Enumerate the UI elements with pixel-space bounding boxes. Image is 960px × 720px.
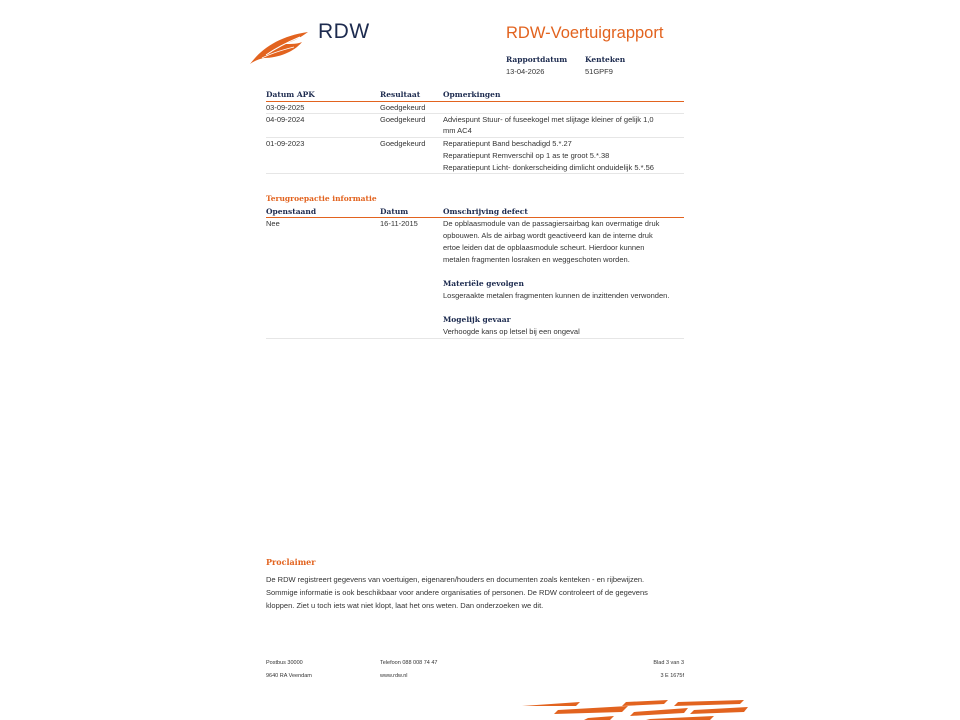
apk-header-result: Resultaat — [380, 90, 421, 99]
recall-header-open: Openstaand — [266, 207, 317, 216]
recall-description-line-3: ertoe leiden dat de opblaasmodule scheurt. Hierdoor kunnen — [443, 243, 645, 252]
apk-row-2-remark-line-1: Adviespunt Stuur- of fuseekogel met slijtage kleiner of gelijk 1,0 — [443, 115, 654, 124]
danger-text: Verhoogde kans op letsel bij een ongeval — [443, 327, 580, 336]
report-date-value: 13-04-2026 — [506, 67, 545, 76]
danger-heading: Mogelijk gevaar — [443, 315, 511, 324]
apk-row-1-result: Goedgekeurd — [380, 103, 426, 112]
recall-description-line-1: De opblaasmodule van de passagiersairbag kan overmatige druk — [443, 219, 660, 228]
apk-row-2-remark-line-2: mm AC4 — [443, 126, 472, 135]
footer-page-number: Blad 3 van 3 — [653, 660, 684, 666]
apk-row-3-date: 01-09-2023 — [266, 139, 305, 148]
apk-row-3-remark-line-1: Reparatiepunt Band beschadigd 5.*.27 — [443, 139, 572, 148]
rdw-logo-icon — [248, 28, 310, 66]
proclaimer-line-1: De RDW registreert gegevens van voertuigen, eigenaren/houders en documenten zoals kenteken - en rijbewijzen. — [266, 575, 645, 584]
recall-description-line-2: opbouwen. Als de airbag wordt geactiveerd kan de interne druk — [443, 231, 653, 240]
recall-description-line-4: metalen fragmenten losraken en weggeschoten worden. — [443, 255, 630, 264]
proclaimer-heading: Proclaimer — [266, 557, 316, 567]
proclaimer-line-3: kloppen. Ziet u toch iets wat niet klopt, laat het ons weten. Dan onderzoeken we dit. — [266, 601, 544, 610]
apk-row-1-date: 03-09-2025 — [266, 103, 305, 112]
brand-name: RDW — [318, 20, 370, 43]
apk-row-3-remark-line-2: Reparatiepunt Remverschil op 1 as te groot 5.*.38 — [443, 151, 610, 160]
row-divider — [266, 173, 684, 174]
footer-phone: Telefoon 088 008 74 47 — [380, 660, 438, 666]
orange-stripes-icon — [518, 698, 748, 720]
report-title: RDW-Voertuigrapport — [506, 24, 664, 42]
footer-website[interactable]: www.rdw.nl — [380, 673, 408, 679]
report-date-label: Rapportdatum — [506, 55, 568, 64]
recall-header-description: Omschrijving defect — [443, 207, 528, 216]
apk-header-rule — [266, 101, 684, 102]
recall-date-value: 16-11-2015 — [380, 219, 418, 228]
consequences-text: Losgeraakte metalen fragmenten kunnen de inzittenden verwonden. — [443, 291, 670, 300]
apk-header-date: Datum APK — [266, 90, 315, 99]
plate-label: Kenteken — [585, 55, 626, 64]
apk-row-3-result: Goedgekeurd — [380, 139, 426, 148]
recall-header-date: Datum — [380, 207, 409, 216]
consequences-heading: Materiële gevolgen — [443, 279, 524, 288]
footer-address-1: Postbus 30000 — [266, 660, 303, 666]
apk-row-2-result: Goedgekeurd — [380, 115, 426, 124]
recall-open-value: Nee — [266, 219, 280, 228]
recall-heading: Terugroepactie informatie — [266, 194, 377, 203]
proclaimer-line-2: Sommige informatie is ook beschikbaar voor andere organisaties of personen. De RDW controleert of de gegevens — [266, 588, 648, 597]
row-divider — [266, 338, 684, 339]
footer-address-2: 9640 RA Veendam — [266, 673, 312, 679]
plate-value: 51GPF9 — [585, 67, 613, 76]
footer-document-code: 3 E 1675f — [660, 673, 684, 679]
apk-row-3-remark-line-3: Reparatiepunt Licht- donkerscheiding dimlicht onduidelijk 5.*.56 — [443, 163, 654, 172]
apk-header-remarks: Opmerkingen — [443, 90, 501, 99]
apk-row-2-date: 04-09-2024 — [266, 115, 305, 124]
